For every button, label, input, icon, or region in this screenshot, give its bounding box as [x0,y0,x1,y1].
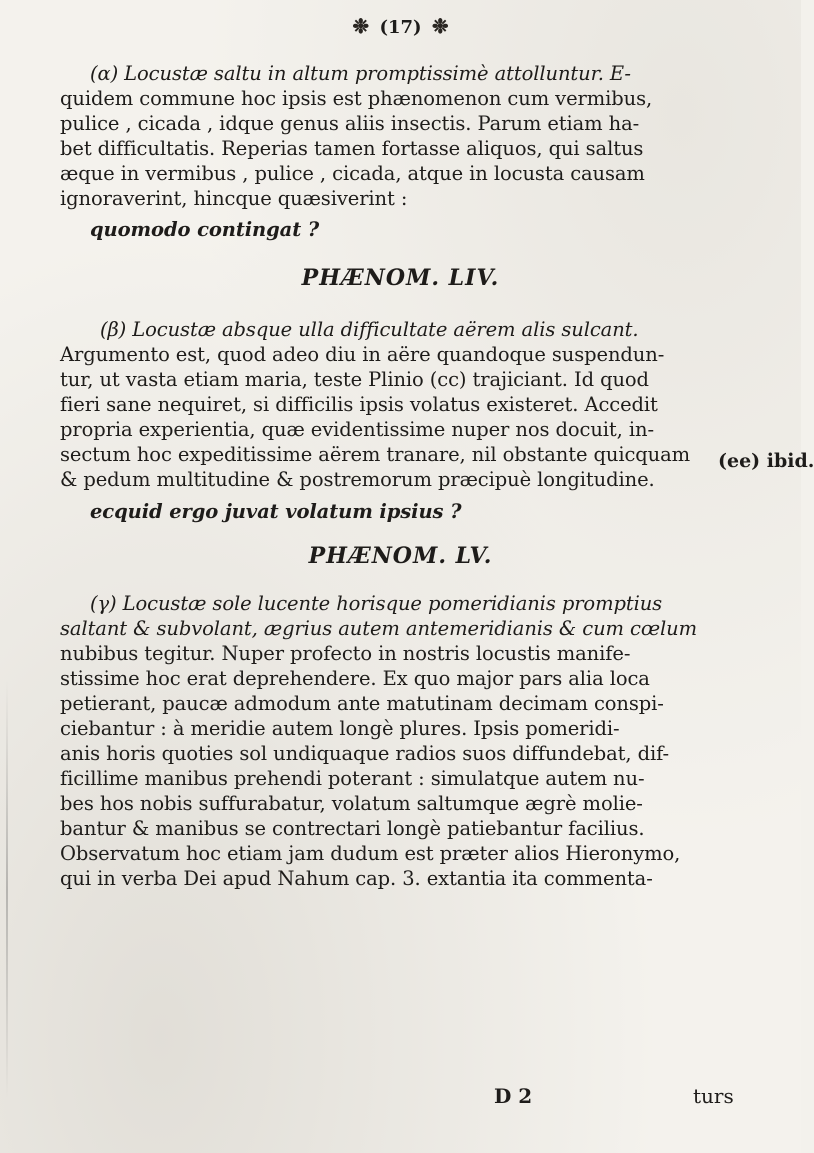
text-line-1: (α) Locustæ saltu in altum promptissimè attolluntur. E- [90,62,631,85]
text-line-8: (β) Locustæ absque ulla difficultate aërem alis sulcant. [100,318,639,341]
text-line-5: æque in vermibus , pulice , cicada, atque in locusta causam [60,162,645,185]
text-line-24: ficillime manibus prehendi poterant : simulatque autem nu- [60,767,645,790]
text-line-23: anis horis quoties sol undiquaque radios suos diffundebat, dif- [60,742,670,765]
section-heading-liv: PHÆNOM. LIV. [301,265,500,291]
text-line-11: fieri sane nequiret, si difficilis ipsis volatus existeret. Accedit [60,393,658,416]
text-line-22: ciebantur : à meridie autem longè plures. Ipsis pomeridi- [60,717,620,740]
ornament-right-icon: ❉ [431,14,449,38]
text-line-20: stissime hoc erat deprehendere. Ex quo major pars alia loca [60,667,650,690]
text-line-4: bet difficultatis. Reperias tamen fortasse aliquos, qui saltus [60,137,644,160]
section-heading-lv: PHÆNOM. LV. [308,543,493,569]
text-line-28: qui in verba Dei apud Nahum cap. 3. extantia ita commenta- [60,867,653,890]
text-line-25: bes hos nobis suffurabatur, volatum saltumque ægrè molie- [60,792,643,815]
page-edge-shadow [6,680,8,1100]
page-number: (17) [379,17,422,38]
text-line-18: saltant & subvolant, ægrius autem antemeridianis & cum cœlum [60,617,698,640]
text-line-17: (γ) Locustæ sole lucente horisque pomeridianis promptius [90,592,663,615]
text-line-10: tur, ut vasta etiam maria, teste Plinio (cc) trajiciant. Id quod [60,368,649,391]
question-line-1: quomodo contingat ? [90,218,320,241]
text-line-26: bantur & manibus se contrectari longè patiebantur facilius. [60,817,645,840]
text-line-13: sectum hoc expeditissime aërem tranare, nil obstante quicquam [60,443,691,466]
text-line-2: quidem commune hoc ipsis est phænomenon cum vermibus, [60,87,653,110]
text-line-19: nubibus tegitur. Nuper profecto in nostris locustis manife- [60,642,631,665]
signature-mark: D 2 [494,1084,533,1108]
text-line-14: & pedum multitudine & postremorum præcipuè longitudine. [60,468,655,491]
text-line-3: pulice , cicada , idque genus aliis insectis. Parum etiam ha- [60,112,640,135]
text-line-12: propria experientia, quæ evidentissime nuper nos docuit, in- [60,418,654,441]
margin-note: (ee) ibid. [718,450,814,472]
text-line-9: Argumento est, quod adeo diu in aëre quandoque suspendun- [60,343,665,366]
text-line-21: petierant, paucæ admodum ante matutinam decimam conspi- [60,692,664,715]
ornament-left-icon: ❉ [352,14,370,38]
page-header [0,14,801,38]
text-line-27: Observatum hoc etiam jam dudum est præter alios Hieronymo, [60,842,681,865]
text-line-6: ignoraverint, hincque quæsiverint : [60,187,408,210]
question-line-2: ecquid ergo juvat volatum ipsius ? [90,500,462,523]
catchword: turs [693,1084,734,1108]
